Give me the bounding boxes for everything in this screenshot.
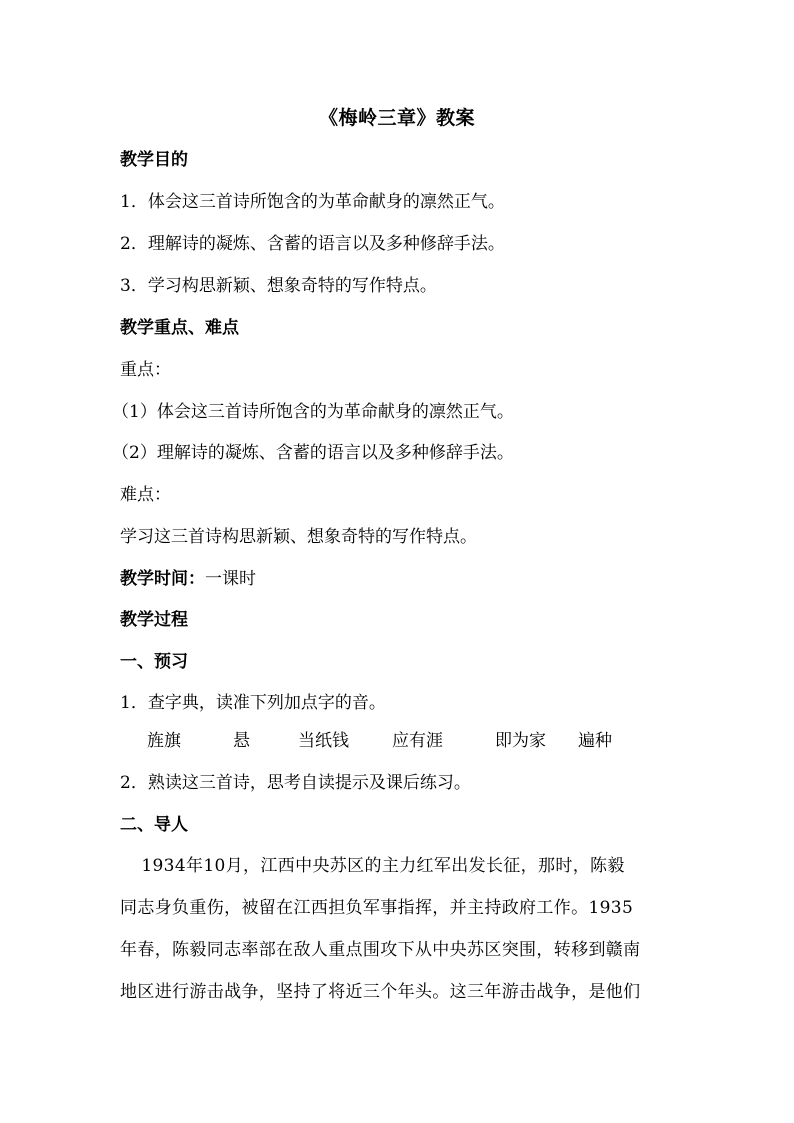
document-title: 《梅岭三章》教案: [318, 107, 475, 129]
goal-item-1: 1．体会这三首诗所饱含的为革命献身的凛然正气。: [120, 192, 505, 212]
section-heading-preview: 一、预习: [120, 652, 188, 672]
word-item: 即为家: [495, 731, 546, 751]
intro-paragraph-line: 年春，陈毅同志率部在敌人重点围攻下从中央苏区突围，转移到赣南: [120, 940, 641, 960]
difficulty-label: 难点：: [120, 485, 171, 505]
section-heading-teaching-goals: 教学目的: [120, 150, 188, 170]
key-points-label: 重点：: [120, 360, 171, 380]
key-point-2: （2）理解诗的凝炼、含蓄的语言以及多种修辞手法。: [112, 443, 514, 463]
word-item: 旌旗: [147, 731, 181, 751]
teaching-time-label: 教学时间：: [120, 569, 205, 589]
goal-item-2: 2．理解诗的凝炼、含蓄的语言以及多种修辞手法。: [120, 234, 505, 254]
intro-paragraph-line: 地区进行游击战争，坚持了将近三个年头。这三年游击战争，是他们: [120, 982, 641, 1002]
intro-paragraph-line: 1934年10月，江西中央苏区的主力红军出发长征，那时，陈毅: [124, 856, 625, 876]
goal-item-3: 3．学习构思新颖、想象奇特的写作特点。: [120, 276, 437, 296]
difficulty-text: 学习这三首诗构思新颖、想象奇特的写作特点。: [120, 527, 477, 547]
word-item: 悬: [233, 731, 250, 751]
preview-item-1: 1．查字典，读准下列加点字的音。: [120, 693, 386, 713]
word-item: 遍种: [578, 731, 612, 751]
word-item: 应有涯: [392, 731, 443, 751]
intro-paragraph-line: 同志身负重伤，被留在江西担负军事指挥，并主持政府工作。1935: [120, 898, 634, 918]
teaching-time-value: 一课时: [205, 569, 256, 589]
preview-item-2: 2．熟读这三首诗，思考自读提示及课后练习。: [120, 773, 471, 793]
section-heading-teaching-process: 教学过程: [120, 610, 188, 630]
word-item: 当纸钱: [298, 731, 349, 751]
key-point-1: （1）体会这三首诗所饱含的为革命献身的凛然正气。: [112, 402, 514, 422]
section-heading-key-difficult-points: 教学重点、难点: [120, 318, 239, 338]
teaching-time: [120, 566, 256, 592]
section-heading-introduction: 二、导人: [120, 815, 188, 835]
